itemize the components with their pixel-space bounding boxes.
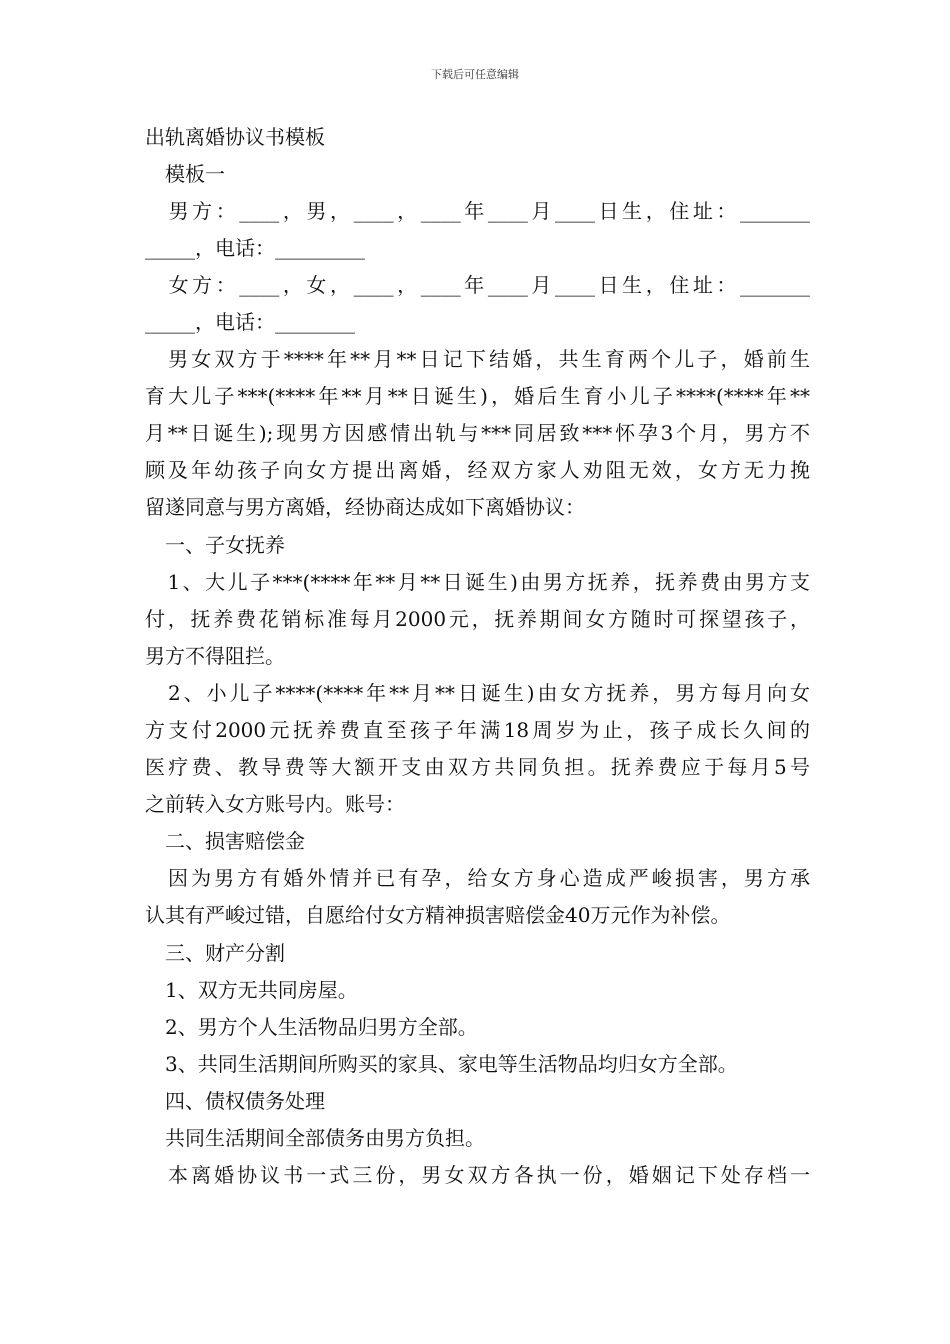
- text-line: 男女双方于****年**月**日记下结婚，共生育两个儿子，婚前生: [145, 347, 810, 371]
- text-line: _____，电话：_________: [145, 236, 365, 260]
- text-line: 顾及年幼孩子向女方提出离婚，经双方家人劝阻无效，女方无力挽: [145, 458, 810, 482]
- text-line: 男方：____，男，____，____年____月____日生，住址：_______: [145, 199, 810, 223]
- text-line: _____，电话：________: [145, 310, 355, 334]
- text-line: 月**日诞生);现男方因感情出轨与***同居致***怀孕3个月，男方不: [145, 421, 810, 445]
- text-line: 女方：____，女，____，____年____月____日生，住址：_______: [145, 273, 810, 297]
- section-heading: 模板一: [145, 162, 225, 186]
- document-title: 出轨离婚协议书模板: [145, 125, 325, 149]
- section-heading: 四、债权债务处理: [145, 1089, 325, 1113]
- page-header: 下载后可任意编辑: [431, 68, 519, 81]
- text-line: 方支付2000元抚养费直至孩子年满18周岁为止，孩子成长久间的: [145, 718, 810, 742]
- text-line: 1、双方无共同房屋。: [145, 978, 358, 1002]
- section-heading: 二、损害赔偿金: [145, 829, 305, 853]
- text-line: 共同生活期间全部债务由男方负担。: [145, 1126, 485, 1150]
- section-heading: 一、子女抚养: [145, 533, 285, 557]
- text-line: 之前转入女方账号内。账号：: [145, 792, 405, 816]
- text-line: 认其有严峻过错，自愿给付女方精神损害赔偿金40万元作为补偿。: [145, 903, 731, 927]
- text-line: 付，抚养费花销标准每月2000元，抚养期间女方随时可探望孩子，: [145, 607, 810, 631]
- text-line: 本离婚协议书一式三份，男女双方各执一份，婚姻记下处存档一: [145, 1163, 810, 1187]
- text-line: 因为男方有婚外情并已有孕，给女方身心造成严峻损害，男方承: [145, 866, 810, 890]
- text-line: 留遂同意与男方离婚，经协商达成如下离婚协议：: [145, 495, 585, 519]
- text-line: 育大儿子***(****年**月**日诞生)，婚后生育小儿子****(****年**: [145, 384, 810, 408]
- text-line: 1、大儿子***(****年**月**日诞生)由男方抚养，抚养费由男方支: [145, 570, 810, 594]
- text-line: 男方不得阻拦。: [145, 644, 285, 668]
- section-heading: 三、财产分割: [145, 941, 285, 965]
- text-line: 2、男方个人生活物品归男方全部。: [145, 1015, 478, 1039]
- text-line: 3、共同生活期间所购买的家具、家电等生活物品均归女方全部。: [145, 1052, 738, 1076]
- text-line: 医疗费、教导费等大额开支由双方共同负担。抚养费应于每月5号: [145, 755, 810, 779]
- text-line: 2、小儿子****(****年**月**日诞生)由女方抚养，男方每月向女: [145, 681, 810, 705]
